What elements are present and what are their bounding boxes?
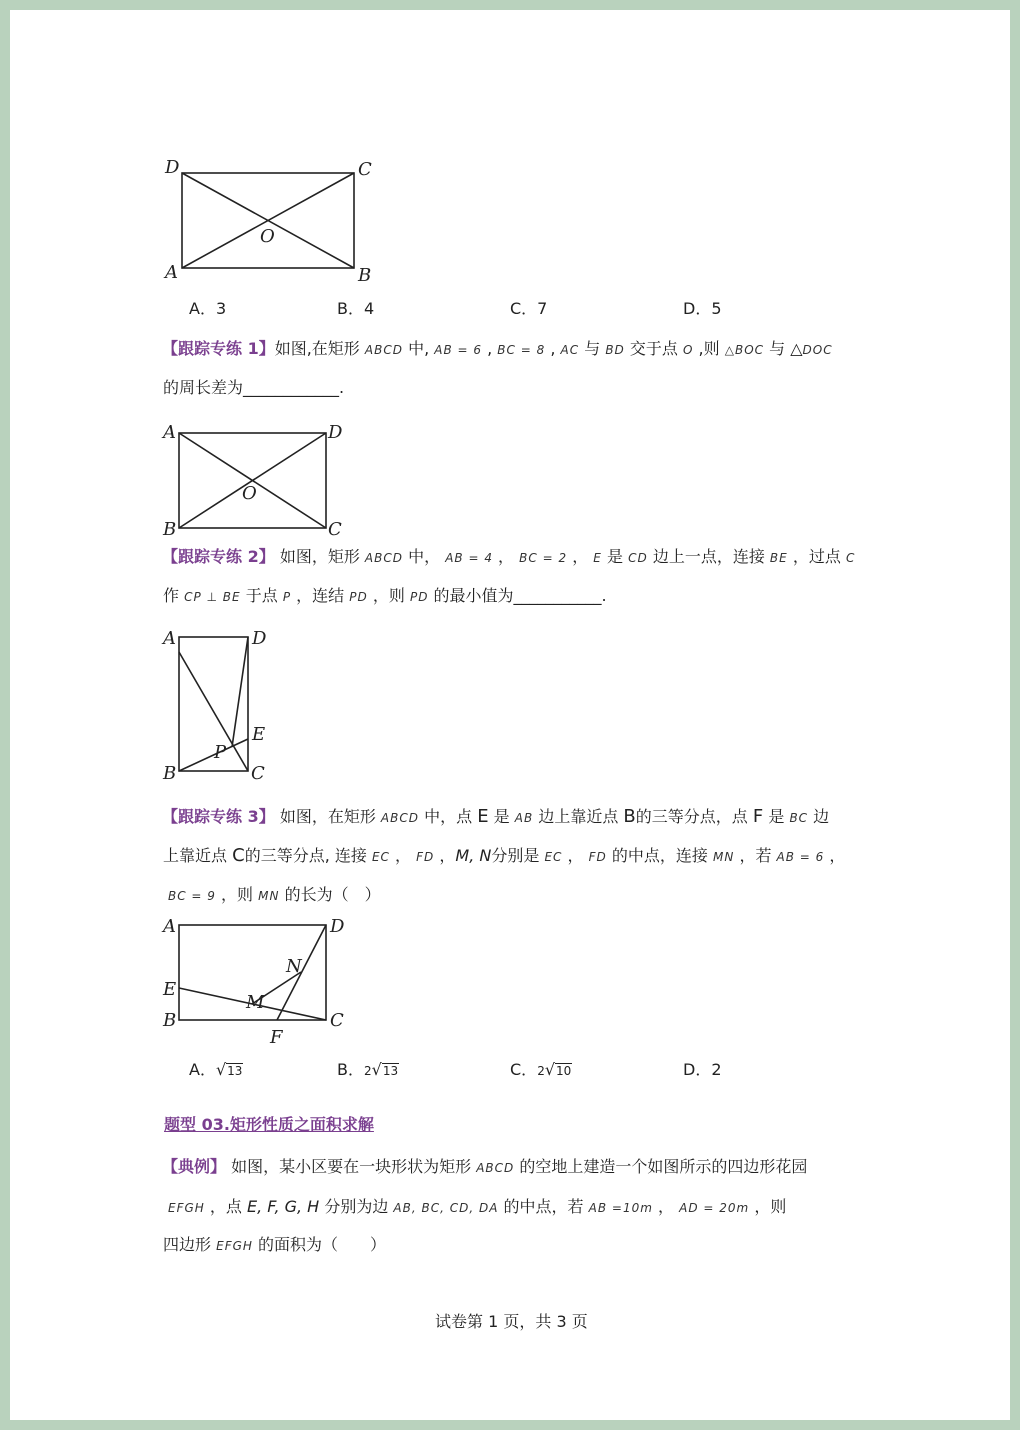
figure-rectangle-4 xyxy=(160,910,370,1050)
figure-rectangle-3 xyxy=(160,622,290,792)
label-a: A xyxy=(165,262,178,283)
label-d: D xyxy=(330,916,345,937)
label-b: B xyxy=(163,519,177,540)
text: 的中点，连接 xyxy=(611,846,708,865)
math: EFGH xyxy=(216,1239,253,1253)
label-b: B xyxy=(358,265,372,285)
math: O xyxy=(683,343,694,357)
math: FD xyxy=(416,850,435,864)
practice-3-line-3 xyxy=(168,884,381,907)
text: 的最小值为___________. xyxy=(433,586,607,605)
text: 如图,在矩形 xyxy=(274,339,360,358)
text: 是 xyxy=(768,807,785,826)
text: ，过点 xyxy=(792,547,841,566)
option-letter: A． xyxy=(189,1060,216,1079)
example-line-1 xyxy=(162,1156,807,1179)
math: BC = 2 xyxy=(519,551,568,565)
practice-2-line-1 xyxy=(162,546,855,569)
math: MN xyxy=(713,850,735,864)
text: 作 xyxy=(163,586,180,605)
practice-3-line-2 xyxy=(163,845,845,868)
text: 是 xyxy=(606,547,623,566)
text: 是 xyxy=(493,807,510,826)
text: 的空地上建造一个如图所示的四边形花园 xyxy=(519,1157,808,1176)
math: EFGH xyxy=(168,1201,205,1215)
practice-1-line-2: 的周长差为____________. xyxy=(163,378,345,397)
exam-page xyxy=(10,10,1010,1420)
radicand: 13 xyxy=(227,1064,243,1078)
text: ，则 xyxy=(754,1197,787,1216)
math: ABCD xyxy=(476,1161,515,1175)
text: 中，点 xyxy=(424,807,473,826)
text: ， xyxy=(498,547,515,566)
option-a[interactable]: A．3 xyxy=(189,299,227,318)
math: BD xyxy=(605,343,625,357)
label-a: A xyxy=(163,422,176,443)
math: ABCD xyxy=(380,811,419,825)
math: ABCD xyxy=(364,551,403,565)
label-a: A xyxy=(163,916,176,937)
math: BE xyxy=(769,551,788,565)
math: ABCD xyxy=(364,343,403,357)
example-line-3 xyxy=(163,1234,386,1257)
math: AC xyxy=(560,343,580,357)
math: BC xyxy=(789,811,809,825)
label-d: D xyxy=(165,157,180,178)
text: 四边形 xyxy=(163,1235,212,1254)
text: 中， xyxy=(408,547,441,566)
section-heading: 题型 03.矩形性质之面积求解 xyxy=(164,1115,374,1134)
label-e: E xyxy=(163,979,177,1000)
text: , xyxy=(487,339,493,358)
text: 边上一点，连接 xyxy=(652,547,765,566)
math: PD xyxy=(349,590,368,604)
label-m: M xyxy=(246,992,265,1013)
text: ，连结 xyxy=(296,586,345,605)
practice-1-tag: 【跟踪专练 1】 xyxy=(162,339,275,358)
math: FD xyxy=(588,850,607,864)
label-c: C xyxy=(330,1010,344,1031)
math: AB = 6 xyxy=(776,850,825,864)
math: MN xyxy=(258,889,280,903)
text: 的面积为（ ） xyxy=(258,1235,387,1254)
text: 如图，矩形 xyxy=(279,547,360,566)
math: CP ⊥ BE xyxy=(184,590,241,604)
label-n: N xyxy=(286,956,302,977)
math: EC xyxy=(544,850,563,864)
label-b: B xyxy=(163,1010,177,1031)
math: BC = 8 xyxy=(497,343,546,357)
text: ,则 xyxy=(698,339,720,358)
text: 与 xyxy=(584,339,601,358)
page-footer: 试卷第 1 页，共 3 页 xyxy=(435,1312,588,1331)
points-efgh: E, F, G, H xyxy=(247,1197,320,1216)
sqrt-sign: √ xyxy=(544,1060,556,1079)
math: AB = 6 xyxy=(434,343,483,357)
math: AB = 4 xyxy=(445,551,493,565)
text: 的中点，若 xyxy=(503,1197,584,1216)
label-p: P xyxy=(214,742,227,763)
math: CD xyxy=(628,551,648,565)
practice-3-line-1 xyxy=(162,806,829,829)
practice-2-tag: 【跟踪专练 2】 xyxy=(162,547,275,566)
text: 分别是 xyxy=(491,846,540,865)
example-tag: 【典例】 xyxy=(162,1157,227,1176)
text: 如图，某小区要在一块形状为矩形 xyxy=(231,1157,472,1176)
math: E xyxy=(593,551,602,565)
label-c: C xyxy=(328,519,342,540)
text: 边 xyxy=(813,807,830,826)
figure-rectangle-2 xyxy=(160,408,360,540)
option-b[interactable]: B．4 xyxy=(337,299,375,318)
practice-1-line-1 xyxy=(162,338,833,361)
radicand: 13 xyxy=(382,1064,399,1078)
coefficient: 2 xyxy=(537,1064,545,1078)
segment-pd xyxy=(232,637,248,747)
label-o: O xyxy=(242,483,257,504)
text: 的三等分点, 连接 xyxy=(244,846,367,865)
points-mn: M, N xyxy=(455,846,492,865)
label-c: C xyxy=(358,159,372,180)
text: 边上靠近点 xyxy=(538,807,619,826)
math: △BOC xyxy=(724,343,765,357)
figure-rectangle-1 xyxy=(160,145,400,285)
text: , xyxy=(550,339,556,358)
text: 与 △ xyxy=(769,339,803,358)
math: AB =10m xyxy=(588,1201,653,1215)
point-e: E xyxy=(477,806,489,827)
math: PD xyxy=(409,590,429,604)
practice-3-tag: 【跟踪专练 3】 xyxy=(162,807,275,826)
sqrt-sign: √ xyxy=(371,1060,382,1079)
label-o: O xyxy=(260,226,275,247)
option-b[interactable] xyxy=(337,1059,399,1082)
math: C xyxy=(845,551,856,565)
text: 于点 xyxy=(245,586,278,605)
option-d[interactable]: D．2 xyxy=(683,1060,722,1079)
math: AB xyxy=(514,811,534,825)
text: 中, xyxy=(408,339,430,358)
label-d: D xyxy=(328,422,343,443)
point-b: B xyxy=(623,806,636,827)
math: BC = 9 xyxy=(168,889,216,903)
text: ， xyxy=(829,846,846,865)
text: 的三等分点，点 xyxy=(635,807,748,826)
text: ， xyxy=(439,846,456,865)
label-e: E xyxy=(252,724,266,745)
label-a: A xyxy=(163,628,176,649)
practice-2-line-2 xyxy=(163,585,607,608)
option-letter: B． xyxy=(337,1060,364,1079)
point-f: F xyxy=(752,806,764,827)
option-d[interactable]: D．5 xyxy=(683,299,722,318)
text: ，则 xyxy=(221,885,254,904)
option-c[interactable]: C．7 xyxy=(510,299,548,318)
text: ， xyxy=(572,547,589,566)
label-d: D xyxy=(252,628,267,649)
text: ， xyxy=(567,846,584,865)
text: ，则 xyxy=(372,586,405,605)
math: AD = 20m xyxy=(679,1201,750,1215)
point-c: C xyxy=(232,845,245,866)
sqrt-sign: √ xyxy=(215,1060,227,1079)
label-f: F xyxy=(270,1027,283,1048)
example-line-2 xyxy=(168,1196,786,1219)
text: 如图，在矩形 xyxy=(279,807,376,826)
math: AB, BC, CD, DA xyxy=(393,1201,499,1215)
label-b: B xyxy=(163,763,177,784)
radicand: 10 xyxy=(556,1064,572,1078)
option-a[interactable] xyxy=(189,1059,243,1081)
coefficient: 2 xyxy=(363,1064,372,1078)
text: 的长为（ ） xyxy=(284,885,381,904)
text: 上靠近点 xyxy=(163,846,228,865)
text: 交于点 xyxy=(629,339,678,358)
text: ， xyxy=(395,846,412,865)
label-c: C xyxy=(251,763,265,784)
text: ， xyxy=(658,1197,675,1216)
option-letter: C． xyxy=(510,1060,538,1079)
math: DOC xyxy=(802,343,833,357)
math: EC xyxy=(371,850,390,864)
math: P xyxy=(282,590,292,604)
text: ，若 xyxy=(739,846,772,865)
text: ，点 xyxy=(209,1197,242,1216)
option-c[interactable] xyxy=(510,1059,572,1082)
text: 分别为边 xyxy=(324,1197,389,1216)
